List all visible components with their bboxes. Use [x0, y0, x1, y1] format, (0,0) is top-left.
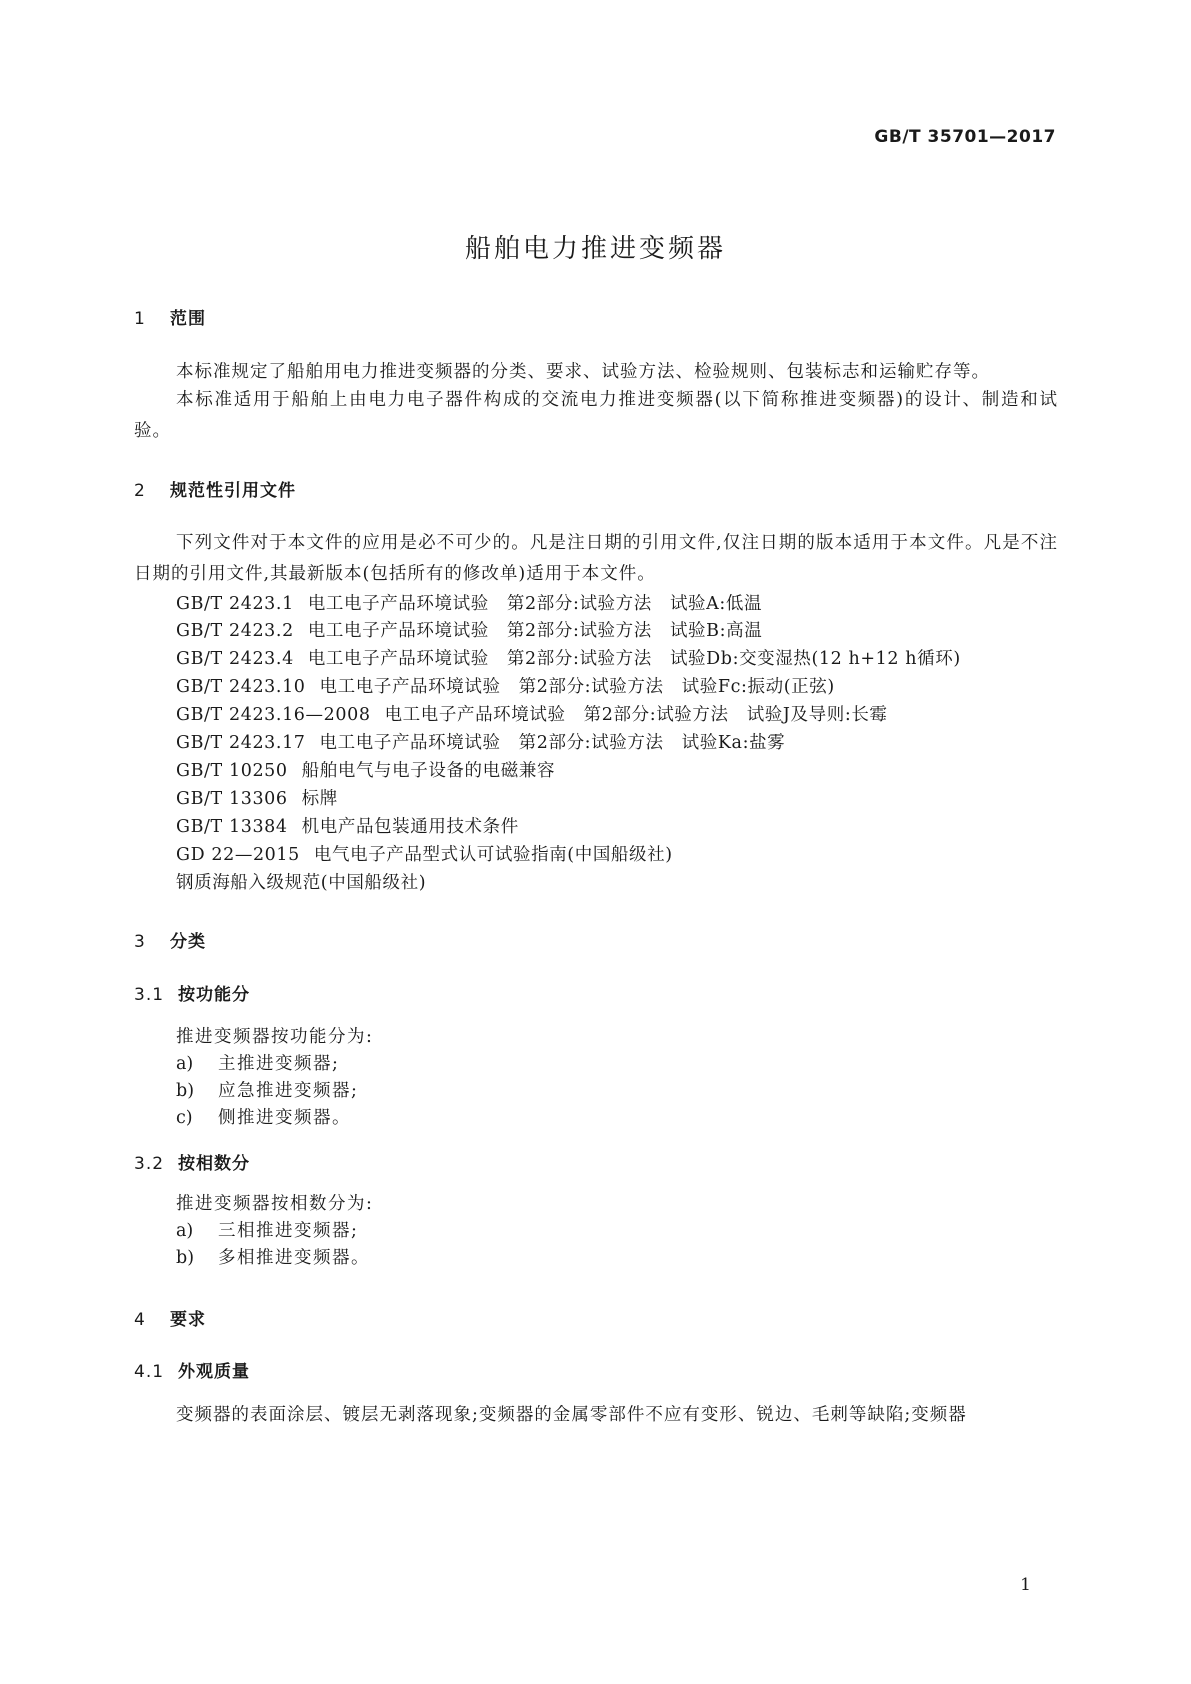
scope-paragraph-1: 本标准规定了船舶用电力推进变频器的分类、要求、试验方法、检验规则、包装标志和运输贮存等。: [176, 362, 990, 382]
reference-code: GB/T 2423.16—2008: [176, 705, 371, 725]
section-title: 要求: [170, 1310, 206, 1330]
reference-code: GB/T 10250: [176, 761, 288, 781]
section-title: 规范性引用文件: [170, 481, 296, 501]
reference-title: 电工电子产品环境试验 第2部分:试验方法 试验Ka:盐雾: [319, 733, 786, 753]
reference-code: GB/T 2423.4: [176, 649, 294, 669]
list-label: a): [176, 1221, 194, 1241]
appearance-paragraph: 变频器的表面涂层、镀层无剥落现象;变频器的金属零部件不应有变形、锐边、毛刺等缺陷;变频器: [176, 1405, 967, 1425]
section-number: 2: [134, 481, 146, 501]
list-text: 应急推进变频器;: [218, 1081, 359, 1101]
section-3-1-heading: [134, 980, 250, 1005]
list-label: a): [176, 1054, 194, 1074]
reference-title: 电工电子产品环境试验 第2部分:试验方法 试验A:低温: [307, 594, 763, 614]
list-intro: 推进变频器按功能分为:: [176, 1027, 374, 1047]
section-1-heading: [134, 304, 206, 329]
reference-item: [176, 617, 762, 642]
reference-item: [176, 841, 673, 866]
reference-title: 电气电子产品型式认可试验指南(中国船级社): [313, 845, 673, 865]
reference-code: GB/T 2423.10: [176, 677, 306, 697]
reference-item: [176, 590, 762, 615]
reference-item: [176, 645, 961, 670]
normative-intro-paragraph: 下列文件对于本文件的应用是必不可少的。凡是注日期的引用文件,仅注日期的版本适用于本文件。凡是不注日期的引用文件,其最新版本(包括所有的修改单)适用于本文件。: [134, 533, 1058, 584]
reference-code: GB/T 13306: [176, 789, 288, 809]
section-title: 按功能分: [178, 985, 250, 1005]
reference-title: 机电产品包装通用技术条件: [301, 817, 519, 837]
list-label: c): [176, 1108, 193, 1128]
list-intro: 推进变频器按相数分为:: [176, 1194, 374, 1214]
reference-item: [176, 757, 555, 782]
list-item: [176, 1077, 358, 1102]
reference-code: GB/T 2423.2: [176, 621, 294, 641]
reference-title: 电工电子产品环境试验 第2部分:试验方法 试验B:高温: [307, 621, 763, 641]
list-label: b): [176, 1248, 195, 1268]
list-item: [176, 1244, 370, 1269]
list-label: b): [176, 1081, 195, 1101]
reference-code: GB/T 2423.1: [176, 594, 294, 614]
reference-item: [176, 729, 785, 754]
section-title: 范围: [170, 309, 206, 329]
scope-paragraph-2: 本标准适用于船舶上由电力电子器件构成的交流电力推进变频器(以下简称推进变频器)的设计、制造和试验。: [134, 390, 1058, 441]
reference-title: 电工电子产品环境试验 第2部分:试验方法 试验Fc:振动(正弦): [319, 677, 835, 697]
reference-item: [176, 673, 835, 698]
reference-code: GD 22—2015: [176, 845, 300, 865]
document-title: 船舶电力推进变频器: [464, 234, 726, 264]
list-text: 三相推进变频器;: [218, 1221, 359, 1241]
section-4-1-heading: [134, 1357, 250, 1382]
reference-title: 船舶电气与电子设备的电磁兼容: [301, 761, 556, 781]
list-item: [176, 1050, 339, 1075]
reference-item: [176, 701, 888, 726]
reference-title: 电工电子产品环境试验 第2部分:试验方法 试验J及导则:长霉: [384, 705, 888, 725]
section-number: 3.1: [134, 985, 165, 1005]
list-text: 多相推进变频器。: [218, 1248, 370, 1268]
page-number: 1: [1020, 1575, 1031, 1595]
section-number: 4.1: [134, 1362, 165, 1382]
section-title: 外观质量: [178, 1362, 250, 1382]
list-item: [176, 1217, 358, 1242]
section-title: 分类: [170, 932, 206, 952]
reference-title: 钢质海船入级规范(中国船级社): [176, 873, 427, 893]
section-number: 1: [134, 309, 146, 329]
reference-title: 标牌: [301, 789, 338, 809]
standard-number: GB/T 35701—2017: [874, 127, 1056, 147]
reference-item: [176, 785, 338, 810]
reference-code: GB/T 13384: [176, 817, 288, 837]
section-title: 按相数分: [178, 1154, 250, 1174]
section-3-2-heading: [134, 1149, 250, 1174]
section-4-heading: [134, 1305, 206, 1330]
reference-title: 电工电子产品环境试验 第2部分:试验方法 试验Db:交变湿热(12 h+12 h循环): [307, 649, 961, 669]
reference-code: GB/T 2423.17: [176, 733, 306, 753]
list-text: 侧推进变频器。: [218, 1108, 351, 1128]
reference-item: [176, 869, 426, 894]
section-number: 3: [134, 932, 146, 952]
reference-item: [176, 813, 519, 838]
section-number: 4: [134, 1310, 146, 1330]
section-3-heading: [134, 927, 206, 952]
list-text: 主推进变频器;: [218, 1054, 340, 1074]
list-item: [176, 1104, 351, 1129]
section-2-heading: [134, 476, 296, 501]
section-number: 3.2: [134, 1154, 165, 1174]
